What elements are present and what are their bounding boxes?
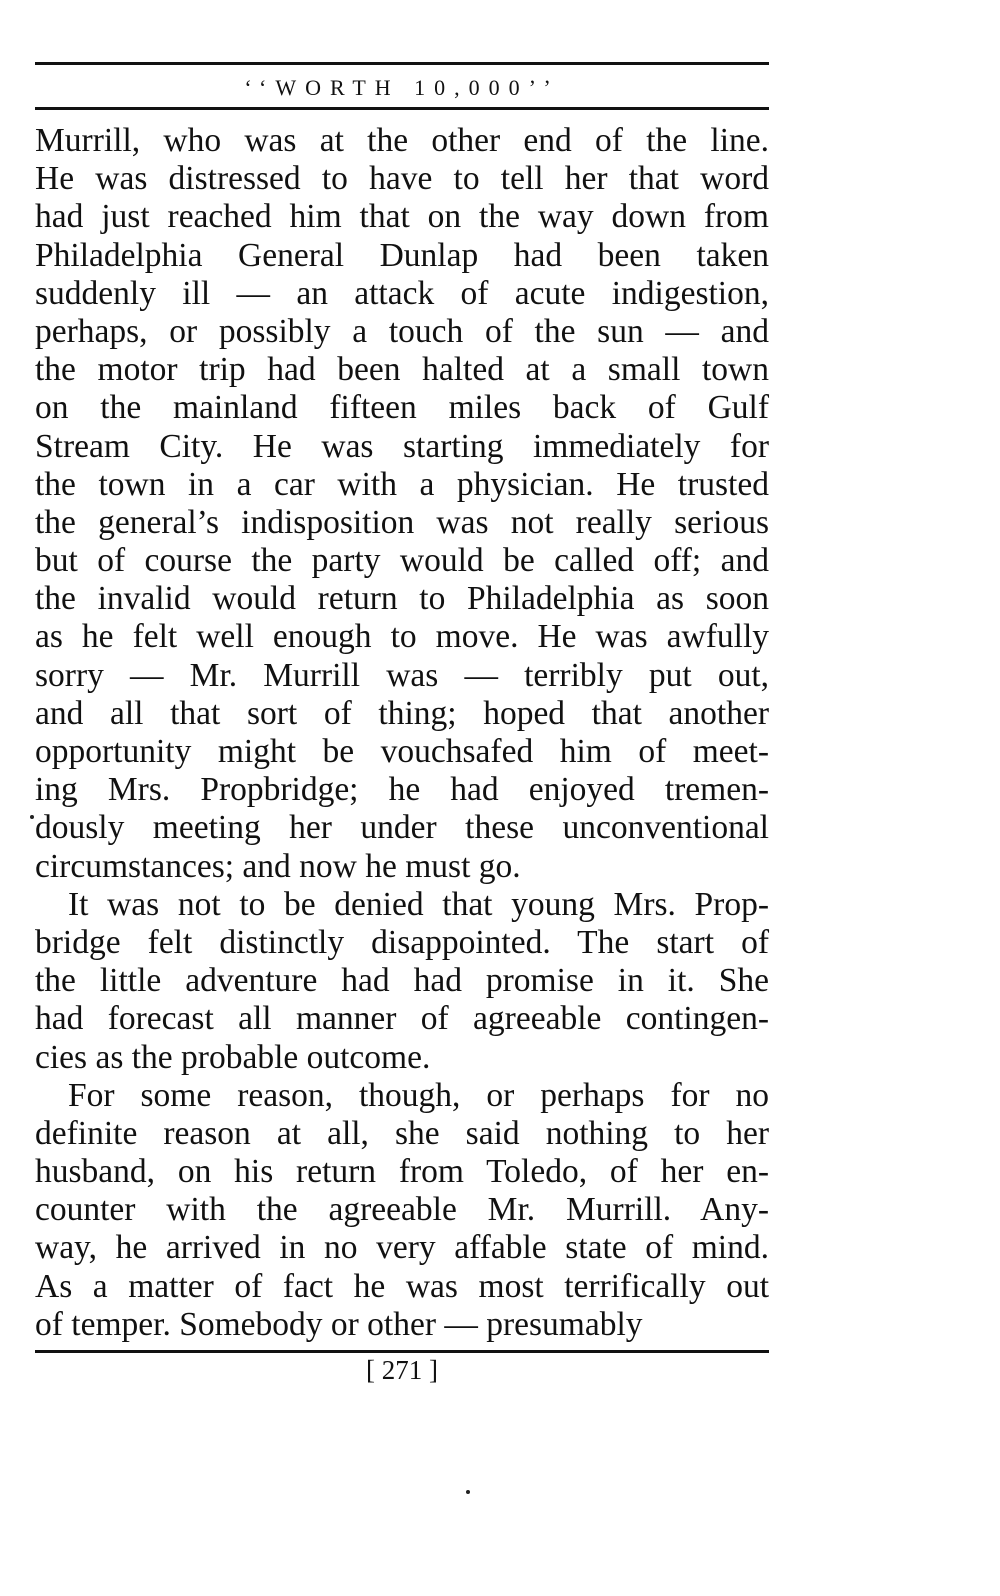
text-line: cies as the probable outcome. [35,1038,431,1076]
text-line: on the mainland fifteen miles back of Gulf [35,389,769,427]
text-line: definite reason at all, she said nothing to her [35,1114,769,1152]
text-line: had forecast all manner of agreeable contingen- [35,1000,769,1038]
paragraph [35,886,769,1077]
text-line: bridge felt distinctly disappointed. The start of [35,923,769,961]
text-line: of temper. Somebody or other — presumably [35,1305,643,1343]
text-line: suddenly ill — an attack of acute indigestion, [35,274,769,312]
text-line: dously meeting her under these unconventional [35,809,769,847]
text-line: Murrill, who was at the other end of the line. [35,122,769,159]
text-line: Philadelphia General Dunlap had been taken [35,236,769,274]
text-line: way, he arrived in no very affable state of mind. [35,1229,769,1267]
text-line: As a matter of fact he was most terrifically out [35,1267,769,1305]
paragraph [35,1077,769,1344]
book-page [35,62,769,1385]
text-line: the general’s indisposition was not really serious [35,503,769,541]
text-line: the town in a car with a physician. He trusted [35,465,769,503]
top-rule [35,62,769,65]
text-line: circumstances; and now he must go. [35,847,521,885]
text-line: and all that sort of thing; hoped that another [35,694,769,732]
text-line: the motor trip had been halted at a small town [35,351,769,389]
page-number: [ 271 ] [366,1355,438,1385]
text-line: perhaps, or possibly a touch of the sun — and [35,312,769,350]
text-line: It was not to be denied that young Mrs. Prop- [68,885,769,923]
text-line: opportunity might be vouchsafed him of meet- [35,733,769,770]
text-line: had just reached him that on the way down from [35,198,769,236]
bottom-rule [35,1350,769,1353]
text-line: as he felt well enough to move. He was awfully [35,618,769,656]
body-text [35,122,769,1344]
text-line: counter with the agreeable Mr. Murrill. Any- [35,1191,769,1229]
head-rule [35,107,769,110]
running-head: ‘‘WORTH 10,000’’ [244,75,560,100]
text-line: He was distressed to have to tell her that word [35,160,769,198]
text-line: ing Mrs. Propbridge; he had enjoyed tremen- [35,771,769,809]
ink-speck [30,815,34,819]
text-line: Stream City. He was starting immediately for [35,427,769,465]
paragraph [35,122,769,886]
ink-speck [466,1490,470,1494]
text-line: husband, on his return from Toledo, of her en- [35,1153,769,1191]
text-line: the little adventure had had promise in it. She [35,962,769,1000]
text-line: sorry — Mr. Murrill was — terribly put out, [35,656,769,694]
text-line: For some reason, though, or perhaps for no [68,1076,769,1114]
text-line: but of course the party would be called off; and [35,542,769,580]
text-line: the invalid would return to Philadelphia as soon [35,580,769,618]
